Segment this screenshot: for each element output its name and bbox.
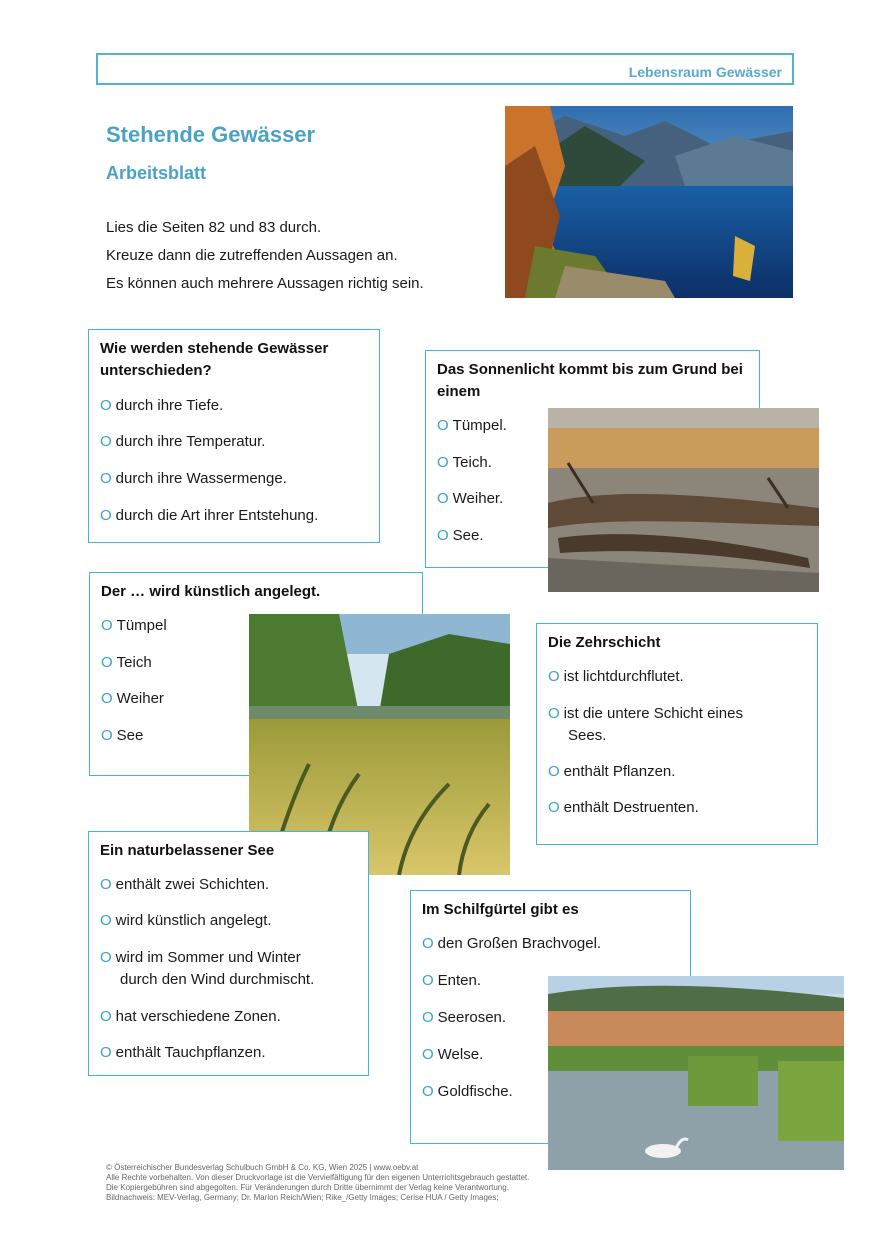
- checkbox-circle[interactable]: O: [422, 1046, 434, 1063]
- answer-option[interactable]: O Weiher: [101, 690, 164, 707]
- checkbox-circle[interactable]: O: [100, 397, 112, 414]
- checkbox-circle[interactable]: O: [100, 1008, 112, 1025]
- footer-line: © Österreichischer Bundesverlag Schulbuch GmbH & Co. KG, Wien 2025 | www.oebv.at: [106, 1163, 419, 1172]
- checkbox-circle[interactable]: O: [437, 527, 449, 544]
- checkbox-circle[interactable]: O: [422, 1083, 434, 1100]
- answer-option[interactable]: O Seerosen.: [422, 1009, 507, 1026]
- answer-option[interactable]: O Welse.: [422, 1046, 484, 1063]
- checkbox-circle[interactable]: O: [100, 949, 112, 966]
- checkbox-circle[interactable]: O: [548, 763, 560, 780]
- question-text: Der … wird künstlich angelegt.: [101, 583, 321, 600]
- answer-option[interactable]: O durch ihre Temperatur.: [100, 433, 266, 450]
- checkbox-circle[interactable]: O: [437, 417, 449, 434]
- header-bar: [96, 53, 794, 85]
- checkbox-circle[interactable]: O: [100, 876, 112, 893]
- answer-option[interactable]: O Tümpel: [101, 617, 167, 634]
- checkbox-circle[interactable]: O: [548, 668, 560, 685]
- question-text: Ein naturbelassener See: [100, 842, 275, 859]
- answer-option[interactable]: O Enten.: [422, 972, 482, 989]
- footer-line: Die Kopiergebühren sind abgegolten. Für Veränderungen durch Dritte übernimmt der Verlag keine Verantwortung.: [106, 1183, 509, 1192]
- checkbox-circle[interactable]: O: [100, 433, 112, 450]
- answer-option[interactable]: O Teich: [101, 654, 152, 671]
- checkbox-circle[interactable]: O: [101, 617, 113, 634]
- question-text: Im Schilfgürtel gibt es: [422, 901, 579, 918]
- answer-option[interactable]: O Tümpel.: [437, 417, 507, 434]
- checkbox-circle[interactable]: O: [101, 727, 113, 744]
- page-title: Stehende Gewässer: [106, 122, 316, 147]
- instruction-line: Lies die Seiten 82 und 83 durch.: [106, 219, 322, 236]
- checkbox-circle[interactable]: O: [101, 654, 113, 671]
- checkbox-circle[interactable]: O: [100, 1044, 112, 1061]
- answer-option[interactable]: O See.: [437, 527, 484, 544]
- photo-mountain-lake: [505, 106, 793, 298]
- question-box-zehrschicht: [536, 623, 818, 845]
- question-text: Die Zehrschicht: [548, 634, 661, 651]
- checkbox-circle[interactable]: O: [548, 705, 560, 722]
- answer-option[interactable]: O See: [101, 727, 144, 744]
- checkbox-circle[interactable]: O: [101, 690, 113, 707]
- answer-option[interactable]: O wird im Sommer und Winter durch den Wind durchmischt.: [100, 949, 315, 988]
- question-text: Das Sonnenlicht kommt bis zum Grund bei einem: [437, 361, 743, 400]
- page-subtitle: Arbeitsblatt: [106, 163, 207, 183]
- instruction-line: Es können auch mehrere Aussagen richtig sein.: [106, 275, 424, 292]
- checkbox-circle[interactable]: O: [422, 1009, 434, 1026]
- answer-option[interactable]: O enthält zwei Schichten.: [100, 876, 270, 893]
- answer-option[interactable]: O durch ihre Tiefe.: [100, 397, 224, 414]
- answer-option[interactable]: O den Großen Brachvogel.: [422, 935, 602, 952]
- answer-option[interactable]: O enthält Pflanzen.: [548, 763, 676, 780]
- question-box-natural-lake: [88, 831, 369, 1076]
- checkbox-circle[interactable]: O: [548, 799, 560, 816]
- answer-option[interactable]: O wird künstlich angelegt.: [100, 912, 272, 929]
- checkbox-circle[interactable]: O: [422, 972, 434, 989]
- footer-line: Bildnachweis: MEV-Verlag, Germany; Dr. Marion Reich/Wien; Rike_/Getty Images; Cerise HUA / Getty Images;: [106, 1193, 499, 1202]
- instruction-line: Kreuze dann die zutreffenden Aussagen an.: [106, 247, 398, 264]
- answer-option[interactable]: O durch ihre Wassermenge.: [100, 470, 287, 487]
- answer-option[interactable]: O ist die untere Schicht eines Sees.: [548, 705, 743, 744]
- question-box-water-types: [88, 329, 380, 543]
- answer-option[interactable]: O durch die Art ihrer Entstehung.: [100, 507, 319, 524]
- answer-option[interactable]: O enthält Destruenten.: [548, 799, 699, 816]
- checkbox-circle[interactable]: O: [422, 935, 434, 952]
- answer-option[interactable]: O enthält Tauchpflanzen.: [100, 1044, 266, 1061]
- footer-line: Alle Rechte vorbehalten. Von dieser Druckvorlage ist die Vervielfältigung für den eigenen Unterrichtsgebrauch gestattet.: [106, 1173, 530, 1182]
- answer-option[interactable]: O ist lichtdurchflutet.: [548, 668, 684, 685]
- checkbox-circle[interactable]: O: [100, 507, 112, 524]
- footer-legal: [106, 1163, 529, 1203]
- checkbox-circle[interactable]: O: [100, 912, 112, 929]
- checkbox-circle[interactable]: O: [437, 454, 449, 471]
- answer-option[interactable]: O Teich.: [437, 454, 492, 471]
- checkbox-circle[interactable]: O: [100, 470, 112, 487]
- photo-pond-log: [548, 408, 819, 592]
- answer-option[interactable]: O Weiher.: [437, 490, 504, 507]
- header-label: Lebensraum Gewässer: [628, 64, 782, 80]
- checkbox-circle[interactable]: O: [437, 490, 449, 507]
- answer-option[interactable]: O hat verschiedene Zonen.: [100, 1008, 281, 1025]
- answer-option[interactable]: O Goldfische.: [422, 1083, 513, 1100]
- question-text: Wie werden stehende Gewässer unterschieden?: [100, 340, 329, 379]
- photo-reed-belt: [548, 976, 844, 1170]
